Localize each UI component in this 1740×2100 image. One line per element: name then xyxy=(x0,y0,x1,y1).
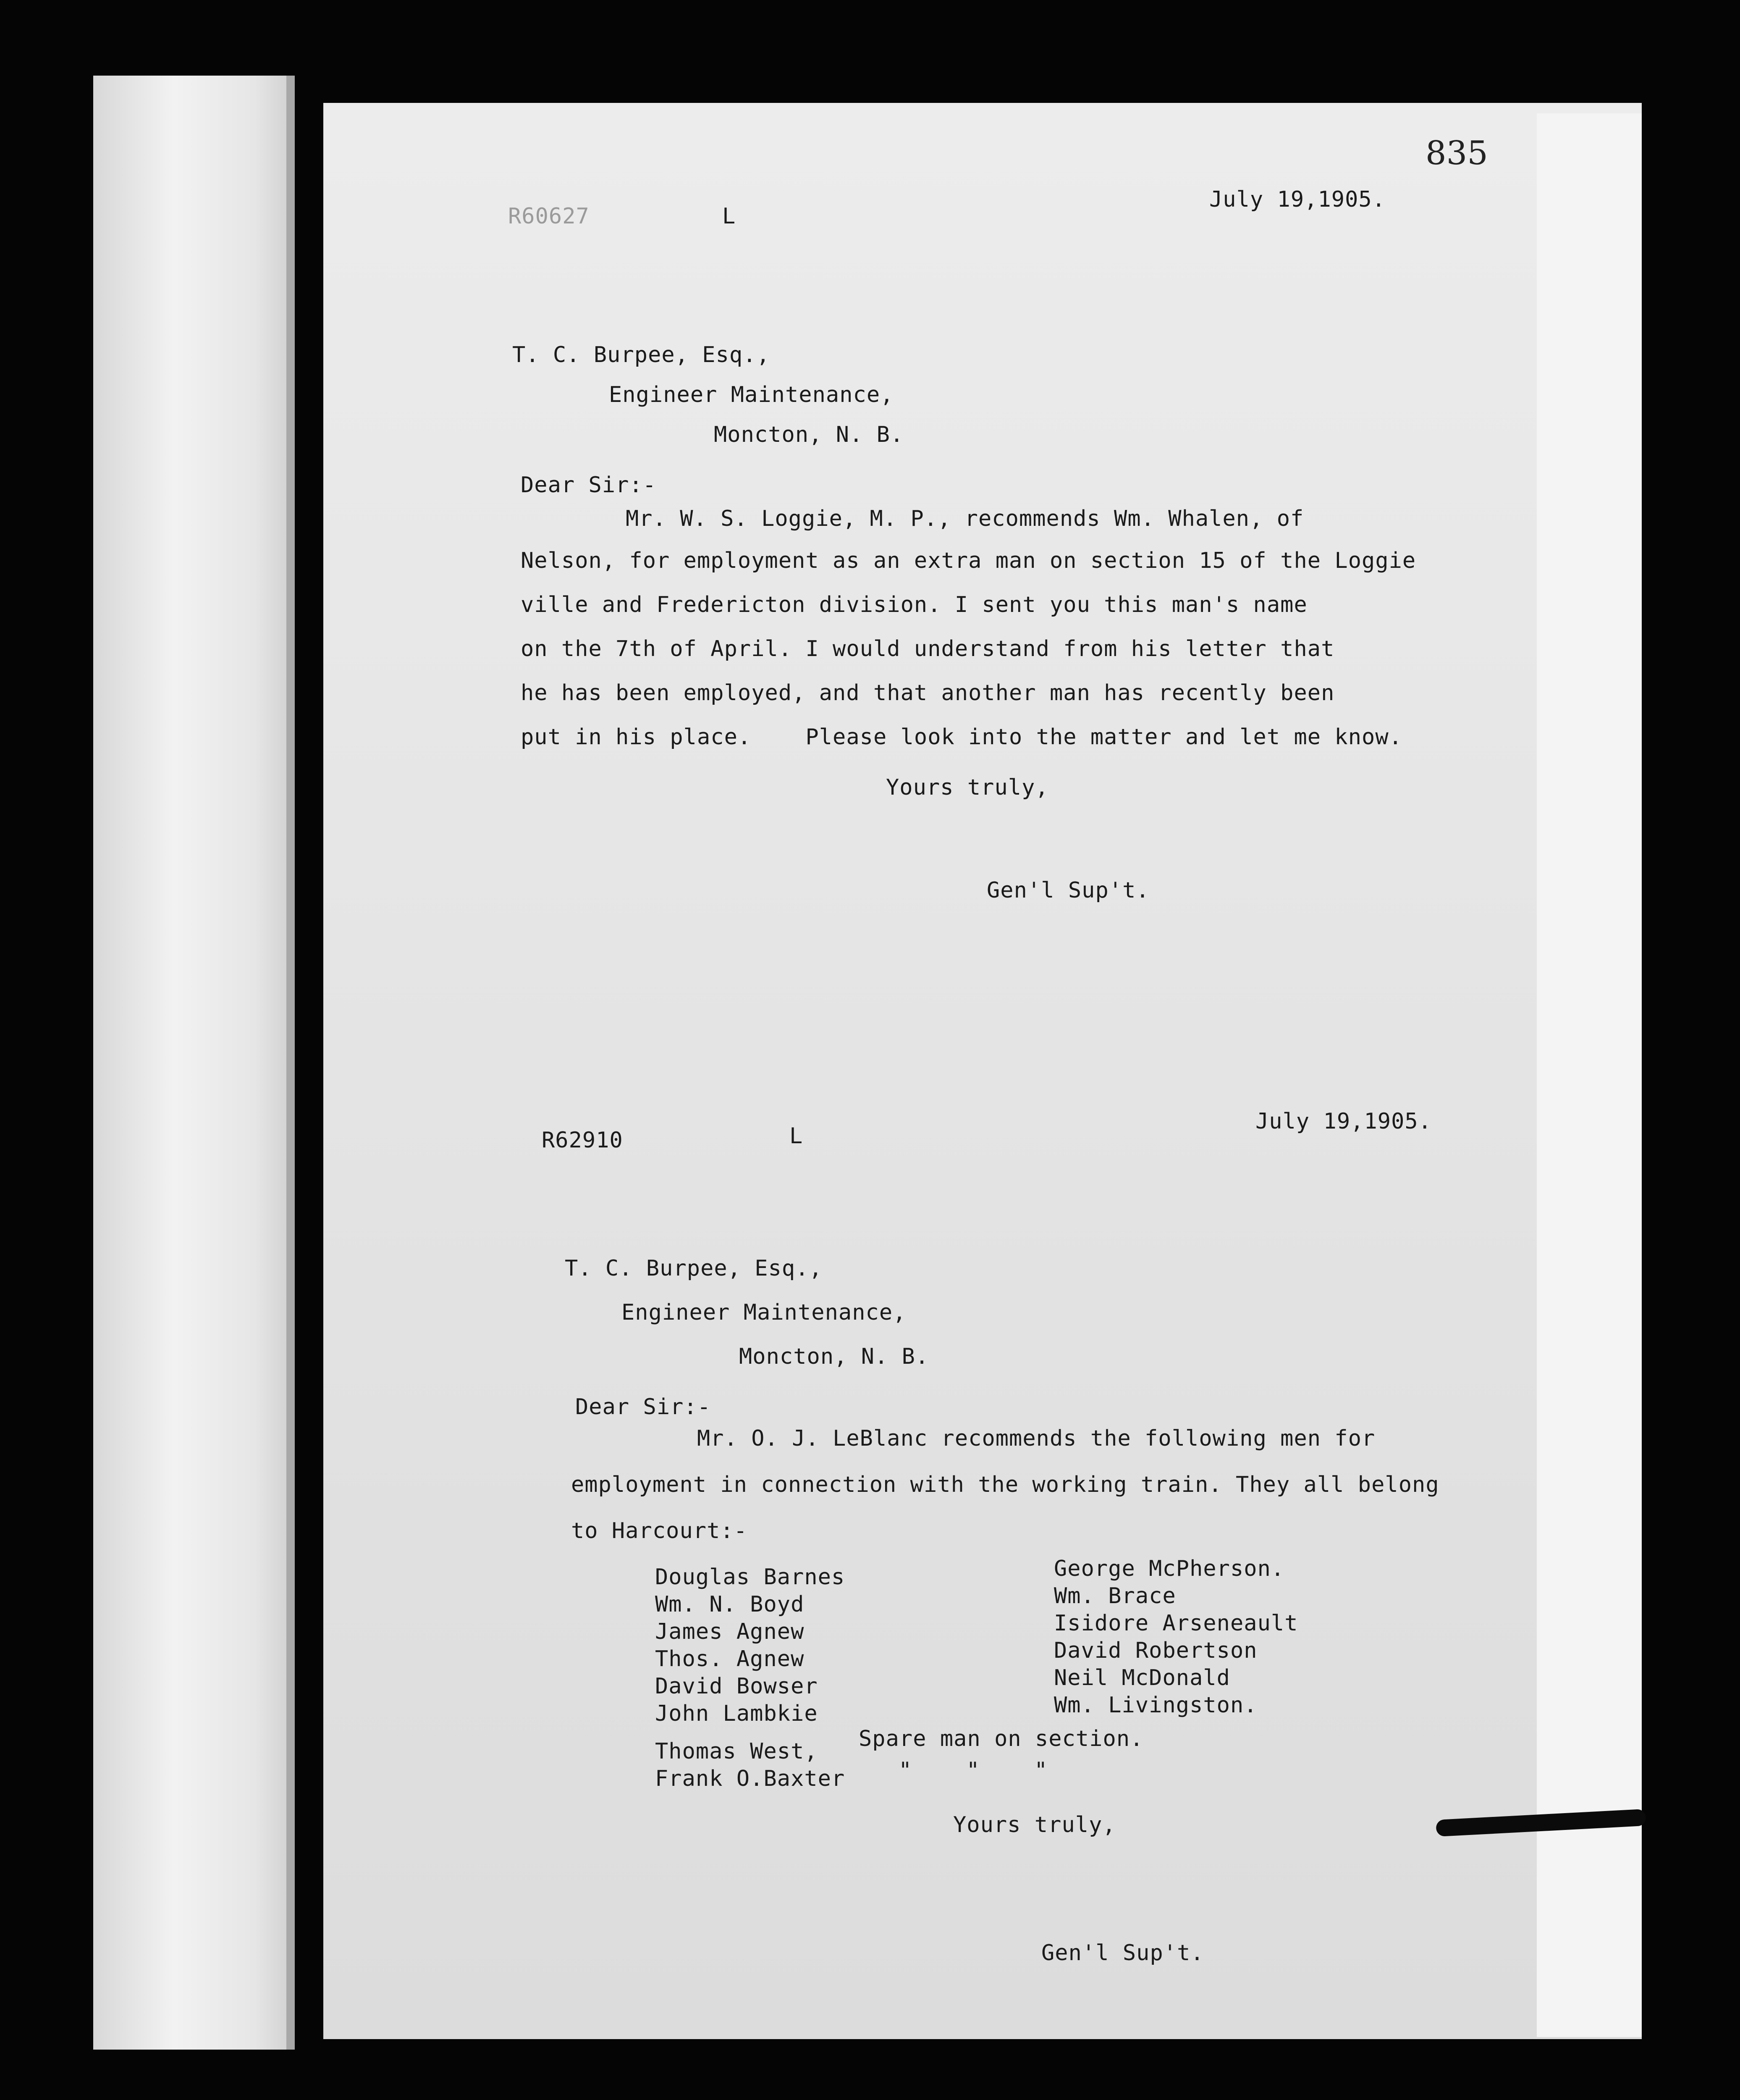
name-right: George McPherson. xyxy=(1054,1556,1285,1581)
letter2-ref-code: L xyxy=(789,1124,803,1149)
spare-note: Spare man on section. xyxy=(859,1726,1144,1751)
letter1-ref-number: R60627 xyxy=(508,204,590,229)
letter1-body-line: Mr. W. S. Loggie, M. P., recommends Wm. Whalen, of xyxy=(626,506,1304,531)
name-left: James Agnew xyxy=(655,1619,804,1644)
letter2-salutation: Dear Sir:- xyxy=(575,1394,711,1420)
letter1-body-line: ville and Fredericton division. I sent you this man's name xyxy=(521,592,1308,617)
letter1-body-line: on the 7th of April. I would understand from his letter that xyxy=(521,636,1335,662)
letter2-body-line: Mr. O. J. LeBlanc recommends the following men for xyxy=(697,1426,1376,1451)
ditto-marks: " " " xyxy=(899,1758,1048,1783)
name-right: Wm. Livingston. xyxy=(1054,1693,1258,1718)
letter1-salutation: Dear Sir:- xyxy=(521,472,657,498)
letter2-addressee: T. C. Burpee, Esq., xyxy=(565,1256,823,1281)
page-number: 835 xyxy=(1426,134,1488,172)
letter1-date: July 19,1905. xyxy=(1209,187,1386,212)
name-left: Douglas Barnes xyxy=(655,1564,845,1590)
letter1-location: Moncton, N. B. xyxy=(714,422,904,447)
letter1-body-line: put in his place. Please look into the matter and let me know. xyxy=(521,724,1402,750)
spare-name: Thomas West, xyxy=(655,1739,818,1764)
name-left: Thos. Agnew xyxy=(655,1646,804,1672)
page-edge xyxy=(1537,113,1642,2037)
letter1-title: Engineer Maintenance, xyxy=(609,382,894,407)
letter2-body-line: to Harcourt:- xyxy=(571,1518,747,1544)
letter2-title: Engineer Maintenance, xyxy=(621,1300,907,1325)
letter2-body-line: employment in connection with the working train. They all belong xyxy=(571,1472,1439,1497)
letter2-date: July 19,1905. xyxy=(1255,1109,1432,1134)
spare-name: Frank O.Baxter xyxy=(655,1766,845,1791)
letter1-signature: Gen'l Sup't. xyxy=(987,878,1150,903)
letter2-location: Moncton, N. B. xyxy=(739,1344,929,1369)
name-right: Isidore Arseneault xyxy=(1054,1611,1298,1636)
letter1-body-line: he has been employed, and that another man has recently been xyxy=(521,680,1335,706)
name-left: Wm. N. Boyd xyxy=(655,1592,804,1617)
letter1-addressee: T. C. Burpee, Esq., xyxy=(512,342,770,368)
letter1-body-line: Nelson, for employment as an extra man on section 15 of the Loggie xyxy=(521,548,1416,573)
name-right: Wm. Brace xyxy=(1054,1583,1176,1609)
name-right: Neil McDonald xyxy=(1054,1665,1230,1690)
letter2-ref-number: R62910 xyxy=(542,1128,623,1153)
letter2-closing: Yours truly, xyxy=(953,1812,1116,1838)
name-left: John Lambkie xyxy=(655,1701,818,1726)
letter1-ref-code: L xyxy=(722,204,736,229)
adjacent-page-strip xyxy=(93,76,295,2050)
page-fold xyxy=(286,76,295,2050)
name-right: David Robertson xyxy=(1054,1638,1258,1663)
name-left: David Bowser xyxy=(655,1674,818,1699)
letter2-signature: Gen'l Sup't. xyxy=(1041,1940,1204,1966)
letter1-closing: Yours truly, xyxy=(886,775,1049,800)
